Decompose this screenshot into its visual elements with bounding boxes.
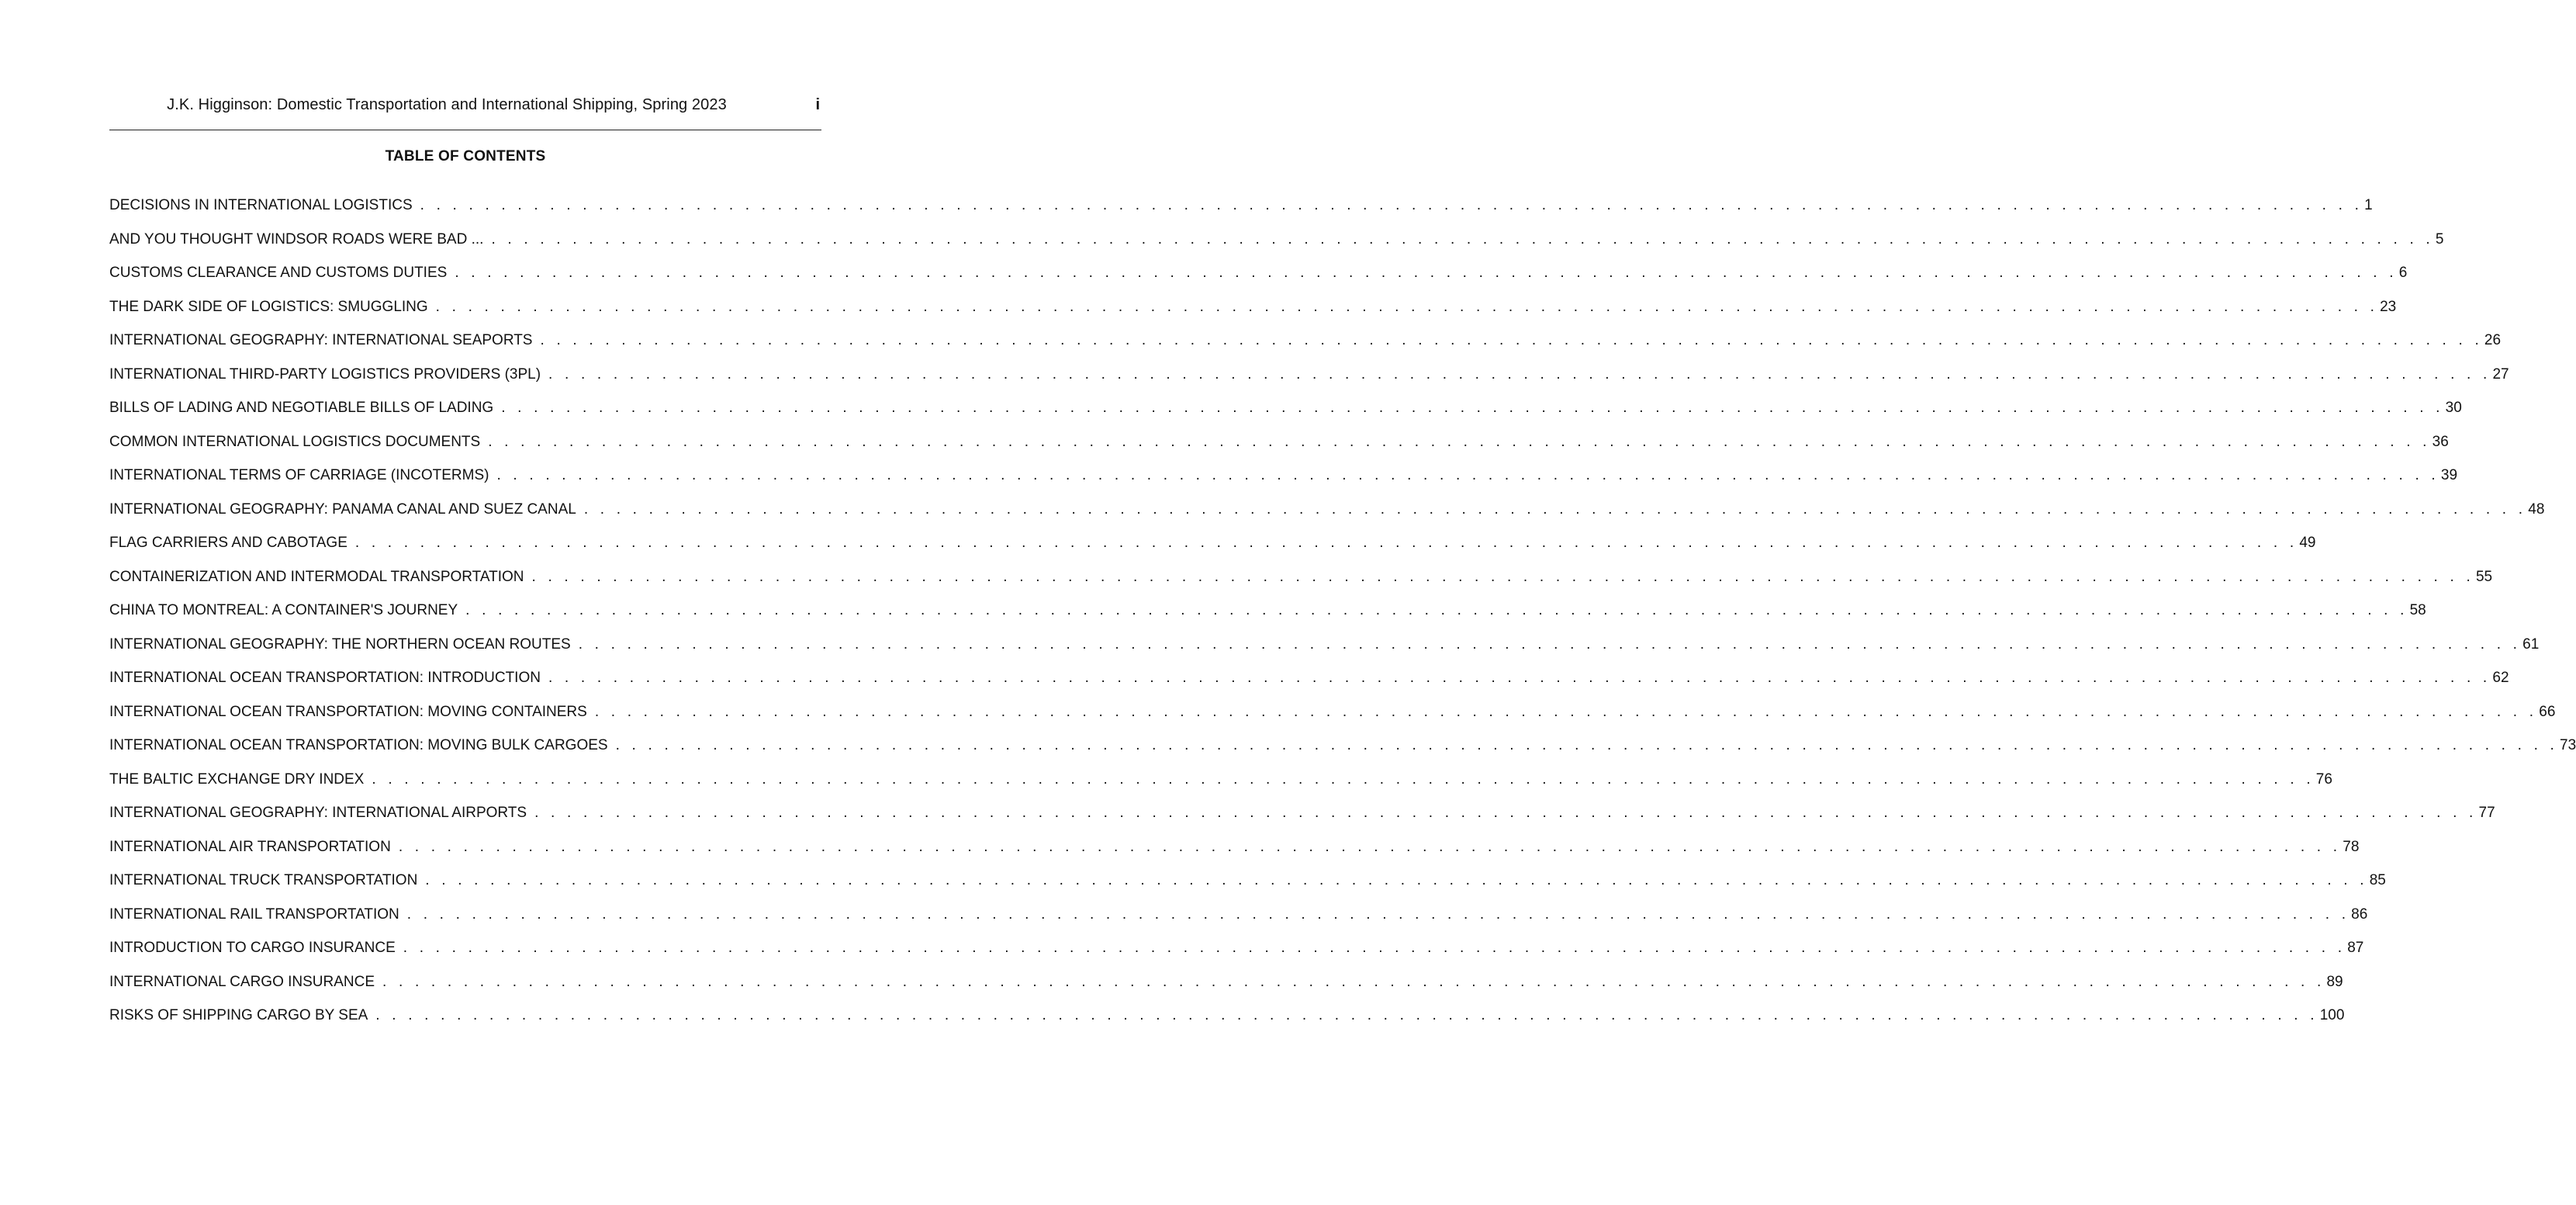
toc-dot-leader: . . . . . . . . . . . . . . . . . . . . . . . . . . . . . . . . . . . . . . . . . . . . . . . . . . . . . . . . . . . . . . . . . . . . . . . . . . . . . . . . . . . . . . . . . . . . . . . . . . . . . . . . . . . . . . . . . . . . . . . . (420, 197, 2363, 213)
toc-entry[interactable] (109, 737, 2576, 771)
toc-entry[interactable] (109, 635, 2540, 670)
toc-entry[interactable] (109, 703, 2556, 738)
toc-entry[interactable] (109, 265, 2408, 299)
toc-entry[interactable] (109, 467, 2458, 501)
toc-entry-title: INTERNATIONAL CARGO INSURANCE (109, 973, 375, 990)
toc-entry-title: THE BALTIC EXCHANGE DRY INDEX (109, 770, 365, 788)
toc-dot-leader: . . . . . . . . . . . . . . . . . . . . . . . . . . . . . . . . . . . . . . . . . . . . . . . . . . . . . . . . . . . . . . . . . . . . . . . . . . . . . . . . . . . . . . . . . . . . . . . . . . . . . . . . . . . . . . . . . . . . . . . . (455, 265, 2398, 281)
toc-dot-leader: . . . . . . . . . . . . . . . . . . . . . . . . . . . . . . . . . . . . . . . . . . . . . . . . . . . . . . . . . . . . . . . . . . . . . . . . . . . . . . . . . . . . . . . . . . . . . . . . . . . . . . . . . . . . . . . . . . . . . . . . (372, 770, 2315, 788)
toc-entry[interactable] (109, 838, 2360, 873)
toc-entry[interactable] (109, 568, 2493, 603)
toc-entry-page-number: 62 (2492, 670, 2509, 686)
toc-dot-leader: . . . . . . . . . . . . . . . . . . . . . . . . . . . . . . . . . . . . . . . . . . . . . . . . . . . . . . . . . . . . . . . . . . . . . . . . . . . . . . . . . . . . . . . . . . . . . . . . . . . . . . . . . . . . . . . . . . . . . . . . (491, 230, 2434, 248)
toc-entry-page-number: 66 (2539, 703, 2556, 720)
toc-entry[interactable] (109, 973, 2343, 1008)
toc-dot-leader: . . . . . . . . . . . . . . . . . . . . . . . . . . . . . . . . . . . . . . . . . . . . . . . . . . . . . . . . . . . . . . . . . . . . . . . . . . . . . . . . . . . . . . . . . . . . . . . . . . . . . . . . . . . . . . . . . . . . . . . . (406, 905, 2350, 923)
toc-entry[interactable] (109, 197, 2373, 231)
toc-dot-leader: . . . . . . . . . . . . . . . . . . . . . . . . . . . . . . . . . . . . . . . . . . . . . . . . . . . . . . . . . . . . . . . . . . . . . . . . . . . . . . . . . . . . . . . . . . . . . . . . . . . . . . . . . . . . . . . . . . . . . . . . (425, 872, 2368, 888)
toc-entry[interactable] (109, 230, 2444, 265)
toc-entry-title: DECISIONS IN INTERNATIONAL LOGISTICS (109, 197, 413, 213)
running-header-title: J.K. Higginson: Domestic Transportation and International Shipping, Spring 2023 (167, 96, 727, 113)
toc-entry-title: INTERNATIONAL TRUCK TRANSPORTATION (109, 872, 418, 888)
toc-entry-title: COMMON INTERNATIONAL LOGISTICS DOCUMENTS (109, 433, 481, 450)
header-page-number: i (815, 96, 820, 113)
toc-entry-page-number: 26 (2484, 332, 2502, 348)
toc-entry-page-number: 6 (2398, 265, 2408, 281)
toc-entry-title: RISKS OF SHIPPING CARGO BY SEA (109, 1007, 368, 1023)
toc-dot-leader: . . . . . . . . . . . . . . . . . . . . . . . . . . . . . . . . . . . . . . . . . . . . . . . . . . . . . . . . . . . . . . . . . . . . . . . . . . . . . . . . . . . . . . . . . . . . . . . . . . . . . . . . . . . . . . . . . . . . . . . . (548, 365, 2491, 383)
toc-entry-title: INTERNATIONAL OCEAN TRANSPORTATION: MOVING CONTAINERS (109, 703, 587, 720)
toc-entry-title: INTERNATIONAL GEOGRAPHY: PANAMA CANAL AND SUEZ CANAL (109, 500, 576, 518)
toc-dot-leader: . . . . . . . . . . . . . . . . . . . . . . . . . . . . . . . . . . . . . . . . . . . . . . . . . . . . . . . . . . . . . . . . . . . . . . . . . . . . . . . . . . . . . . . . . . . . . . . . . . . . . . . . . . . . . . . . . . . . . . . . (540, 332, 2483, 348)
toc-dot-leader: . . . . . . . . . . . . . . . . . . . . . . . . . . . . . . . . . . . . . . . . . . . . . . . . . . . . . . . . . . . . . . . . . . . . . . . . . . . . . . . . . . . . . . . . . . . . . . . . . . . . . . . . . . . . . . . . . . . . . . . . (501, 400, 2444, 416)
toc-entry-title: FLAG CARRIERS AND CABOTAGE (109, 535, 348, 551)
toc-entry-page-number: 30 (2445, 400, 2462, 416)
toc-heading: TABLE OF CONTENTS (385, 148, 546, 164)
toc-entry-title: INTERNATIONAL GEOGRAPHY: THE NORTHERN OCEAN ROUTES (109, 635, 571, 653)
toc-entry-title: CONTAINERIZATION AND INTERMODAL TRANSPORTATION (109, 568, 524, 585)
toc-entry-page-number: 58 (2409, 602, 2426, 618)
toc-entry-page-number: 48 (2528, 500, 2545, 518)
toc-entry-title: INTRODUCTION TO CARGO INSURANCE (109, 940, 396, 956)
toc-dot-leader: . . . . . . . . . . . . . . . . . . . . . . . . . . . . . . . . . . . . . . . . . . . . . . . . . . . . . . . . . . . . . . . . . . . . . . . . . . . . . . . . . . . . . . . . . . . . . . . . . . . . . . . . . . . . . . . . . . . . . . . . (398, 838, 2342, 855)
toc-dot-leader: . . . . . . . . . . . . . . . . . . . . . . . . . . . . . . . . . . . . . . . . . . . . . . . . . . . . . . . . . . . . . . . . . . . . . . . . . . . . . . . . . . . . . . . . . . . . . . . . . . . . . . . . . . . . . . . . . . . . . . . . (594, 703, 2538, 720)
toc-entry-page-number: 100 (2319, 1007, 2345, 1023)
toc-entry-title: BILLS OF LADING AND NEGOTIABLE BILLS OF LADING (109, 400, 494, 416)
toc-entry-title: THE DARK SIDE OF LOGISTICS: SMUGGLING (109, 298, 428, 315)
toc-dot-leader: . . . . . . . . . . . . . . . . . . . . . . . . . . . . . . . . . . . . . . . . . . . . . . . . . . . . . . . . . . . . . . . . . . . . . . . . . . . . . . . . . . . . . . . . . . . . . . . . . . . . . . . . . . . . . . . . . . . . . . . . (465, 602, 2408, 618)
toc-entry-page-number: 85 (2369, 872, 2386, 888)
toc-dot-leader: . . . . . . . . . . . . . . . . . . . . . . . . . . . . . . . . . . . . . . . . . . . . . . . . . . . . . . . . . . . . . . . . . . . . . . . . . . . . . . . . . . . . . . . . . . . . . . . . . . . . . . . . . . . . . . . . . . . . . . . . (488, 433, 2431, 450)
table-of-contents (109, 197, 2576, 1041)
toc-entry[interactable] (109, 298, 2397, 333)
toc-dot-leader: . . . . . . . . . . . . . . . . . . . . . . . . . . . . . . . . . . . . . . . . . . . . . . . . . . . . . . . . . . . . . . . . . . . . . . . . . . . . . . . . . . . . . . . . . . . . . . . . . . . . . . . . . . . . . . . . . . . . . . . . (578, 635, 2522, 653)
toc-entry[interactable] (109, 535, 2316, 569)
toc-entry[interactable] (109, 602, 2426, 636)
toc-entry-title: INTERNATIONAL THIRD-PARTY LOGISTICS PROVIDERS (3PL) (109, 365, 541, 383)
toc-entry-title: INTERNATIONAL OCEAN TRANSPORTATION: INTRODUCTION (109, 670, 541, 686)
toc-entry-title: INTERNATIONAL GEOGRAPHY: INTERNATIONAL AIRPORTS (109, 805, 527, 821)
toc-entry-page-number: 89 (2326, 973, 2343, 990)
toc-entry[interactable] (109, 365, 2509, 400)
toc-entry-page-number: 23 (2380, 298, 2397, 315)
toc-entry-page-number: 39 (2440, 467, 2458, 483)
toc-entry-title: CHINA TO MONTREAL: A CONTAINER'S JOURNEY (109, 602, 458, 618)
toc-entry-page-number: 55 (2475, 568, 2493, 585)
toc-entry-page-number: 61 (2522, 635, 2540, 653)
toc-entry[interactable] (109, 805, 2495, 839)
toc-entry[interactable] (109, 940, 2364, 974)
toc-entry-page-number: 49 (2299, 535, 2316, 551)
toc-entry[interactable] (109, 1007, 2345, 1041)
toc-dot-leader: . . . . . . . . . . . . . . . . . . . . . . . . . . . . . . . . . . . . . . . . . . . . . . . . . . . . . . . . . . . . . . . . . . . . . . . . . . . . . . . . . . . . . . . . . . . . . . . . . . . . . . . . . . . . . . . . . . . . . . . . (403, 940, 2346, 956)
toc-dot-leader: . . . . . . . . . . . . . . . . . . . . . . . . . . . . . . . . . . . . . . . . . . . . . . . . . . . . . . . . . . . . . . . . . . . . . . . . . . . . . . . . . . . . . . . . . . . . . . . . . . . . . . . . . . . . . . . . . . . . . . . . (534, 805, 2477, 821)
toc-entry-page-number: 36 (2432, 433, 2449, 450)
toc-entry-page-number: 73 (2560, 737, 2576, 753)
toc-dot-leader: . . . . . . . . . . . . . . . . . . . . . . . . . . . . . . . . . . . . . . . . . . . . . . . . . . . . . . . . . . . . . . . . . . . . . . . . . . . . . . . . . . . . . . . . . . . . . . . . . . . . . . . . . . . . . . . . . . . . . . . . (382, 973, 2325, 990)
toc-dot-leader: . . . . . . . . . . . . . . . . . . . . . . . . . . . . . . . . . . . . . . . . . . . . . . . . . . . . . . . . . . . . . . . . . . . . . . . . . . . . . . . . . . . . . . . . . . . . . . . . . . . . . . . . . . . . . . . . . . . . . . . . (496, 467, 2439, 483)
toc-entry-page-number: 27 (2492, 365, 2509, 383)
toc-entry-page-number: 76 (2315, 770, 2332, 788)
toc-dot-leader: . . . . . . . . . . . . . . . . . . . . . . . . . . . . . . . . . . . . . . . . . . . . . . . . . . . . . . . . . . . . . . . . . . . . . . . . . . . . . . . . . . . . . . . . . . . . . . . . . . . . . . . . . . . . . . . . . . . . . . . . (354, 535, 2298, 551)
toc-entry[interactable] (109, 872, 2386, 906)
toc-entry-page-number: 77 (2478, 805, 2495, 821)
toc-entry-page-number: 1 (2364, 197, 2373, 213)
toc-entry-title: INTERNATIONAL AIR TRANSPORTATION (109, 838, 391, 855)
toc-entry[interactable] (109, 332, 2502, 366)
page-header (109, 93, 821, 121)
toc-entry-title: INTERNATIONAL OCEAN TRANSPORTATION: MOVING BULK CARGOES (109, 737, 608, 753)
toc-entry-title: INTERNATIONAL GEOGRAPHY: INTERNATIONAL SEAPORTS (109, 332, 533, 348)
toc-entry-page-number: 87 (2347, 940, 2364, 956)
toc-dot-leader: . . . . . . . . . . . . . . . . . . . . . . . . . . . . . . . . . . . . . . . . . . . . . . . . . . . . . . . . . . . . . . . . . . . . . . . . . . . . . . . . . . . . . . . . . . . . . . . . . . . . . . . . . . . . . . . . . . . . . . . . (375, 1007, 2318, 1023)
toc-dot-leader: . . . . . . . . . . . . . . . . . . . . . . . . . . . . . . . . . . . . . . . . . . . . . . . . . . . . . . . . . . . . . . . . . . . . . . . . . . . . . . . . . . . . . . . . . . . . . . . . . . . . . . . . . . . . . . . . . . . . . . . . (531, 568, 2474, 585)
toc-dot-leader: . . . . . . . . . . . . . . . . . . . . . . . . . . . . . . . . . . . . . . . . . . . . . . . . . . . . . . . . . . . . . . . . . . . . . . . . . . . . . . . . . . . . . . . . . . . . . . . . . . . . . . . . . . . . . . . . . . . . . . . . (615, 737, 2559, 753)
toc-dot-leader: . . . . . . . . . . . . . . . . . . . . . . . . . . . . . . . . . . . . . . . . . . . . . . . . . . . . . . . . . . . . . . . . . . . . . . . . . . . . . . . . . . . . . . . . . . . . . . . . . . . . . . . . . . . . . . . . . . . . . . . . (548, 670, 2491, 686)
toc-entry-title: CUSTOMS CLEARANCE AND CUSTOMS DUTIES (109, 265, 448, 281)
toc-entry[interactable] (109, 905, 2368, 940)
toc-entry-page-number: 78 (2343, 838, 2360, 855)
toc-entry[interactable] (109, 670, 2509, 704)
toc-entry-page-number: 5 (2435, 230, 2444, 248)
toc-entry[interactable] (109, 500, 2545, 535)
toc-entry[interactable] (109, 400, 2462, 434)
toc-entry-title: INTERNATIONAL RAIL TRANSPORTATION (109, 905, 399, 923)
toc-entry[interactable] (109, 433, 2449, 468)
toc-entry[interactable] (109, 770, 2332, 805)
toc-entry-page-number: 86 (2351, 905, 2368, 923)
toc-entry-title: INTERNATIONAL TERMS OF CARRIAGE (INCOTERMS) (109, 467, 489, 483)
toc-dot-leader: . . . . . . . . . . . . . . . . . . . . . . . . . . . . . . . . . . . . . . . . . . . . . . . . . . . . . . . . . . . . . . . . . . . . . . . . . . . . . . . . . . . . . . . . . . . . . . . . . . . . . . . . . . . . . . . . . . . . . . . . (583, 500, 2527, 518)
toc-dot-leader: . . . . . . . . . . . . . . . . . . . . . . . . . . . . . . . . . . . . . . . . . . . . . . . . . . . . . . . . . . . . . . . . . . . . . . . . . . . . . . . . . . . . . . . . . . . . . . . . . . . . . . . . . . . . . . . . . . . . . . . . (435, 298, 2379, 315)
toc-entry-title: AND YOU THOUGHT WINDSOR ROADS WERE BAD ... (109, 230, 484, 248)
